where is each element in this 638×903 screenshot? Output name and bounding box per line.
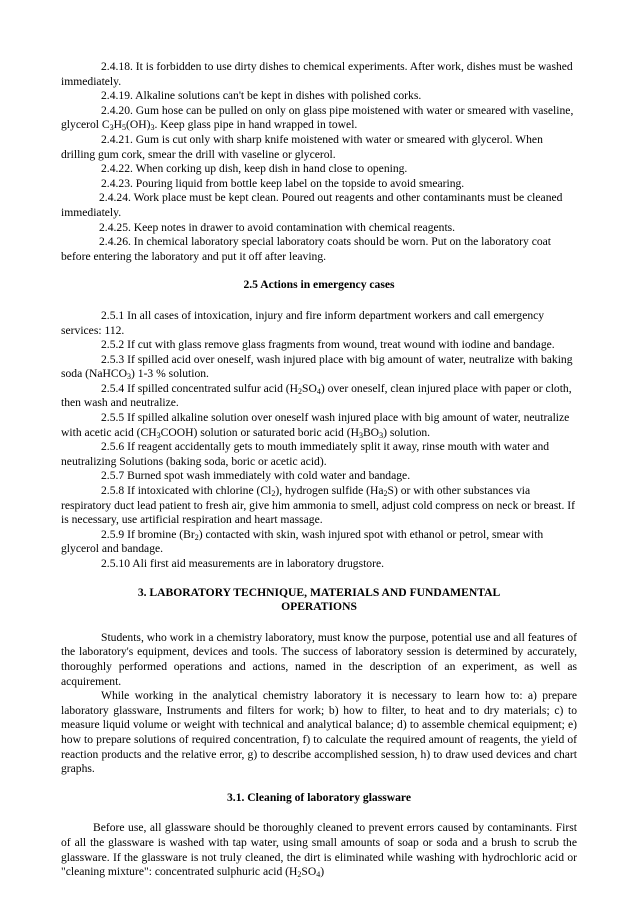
paragraph-2-4-19: 2.4.19. Alkaline solutions can't be kept in dishes with polished corks. bbox=[101, 89, 422, 103]
paragraph-2-5-1: 2.5.1 In all cases of intoxication, injury and fire inform department workers and call emergency services: 112. bbox=[61, 308, 545, 337]
heading-3-1: 3.1. Cleaning of laboratory glassware bbox=[227, 790, 411, 804]
paragraph-3-intro: Students, who work in a chemistry laboratory, must know the purpose, potential use and all features of the laboratory's equipment, devices and tools. The success of laboratory session is determined by accurately, thoroughly performed operations and actions, named in the description of an experiment, as well as acquirement. bbox=[61, 630, 577, 688]
paragraph-3-1-cleaning: Before use, all glassware should be thoroughly cleaned to prevent errors caused by contaminants. First of all the glassware is washed with tap water, using small amounts of soap or soda and a brush to scrub the glassware. If the glassware is not truly cleaned, the dirt is eliminated while washing with hydrochloric acid or "cleaning mixture": concentrated sulphuric acid $(H_2SO_4)$ bbox=[61, 821, 577, 880]
paragraph-2-4-18: 2.4.18. It is forbidden to use dirty dishes to chemical experiments. After work, dishes must be washed immediately. bbox=[61, 60, 573, 88]
paragraph-3-skills: While working in the analytical chemistry laboratory it is necessary to learn how to: a) prepare laboratory glassware, Instruments and filters for work; b) how to filter, to heat and to dry materials; c) to measure liquid volume or weight with technical and analytical balance; d) to assemble chemical equipment; e) how to prepare solutions of required concentration, f) to calculate the required amount of reagents, the yield of reaction products and the relative error, g) to describe accomplished session, h) to draw used devices and chart graphs. bbox=[61, 689, 577, 776]
paragraph-2-5-10: 2.5.10 Ali first aid measurements are in laboratory drugstore. bbox=[101, 557, 385, 570]
heading-3: 3. LABORATORY TECHNIQUE, MATERIALS AND FUNDAMENTAL OPERATIONS bbox=[137, 585, 501, 614]
paragraph-2-4-21: 2.4.21. Gum is cut only with sharp knife moistened with water or smeared with glycerol. When drilling gum cork, smear the drill with vaseline or glycerol. bbox=[61, 132, 543, 161]
paragraph-2-5-9: 2.5.9 If bromine $(Br_2)$ contacted with skin, wash injured spot with ethanol or petrol, smear with glycerol and bandage. bbox=[61, 527, 544, 556]
paragraph-2-4-24: 2.4.24. Work place must be kept clean. Poured out reagents and other contaminants must be cleaned immediately. bbox=[61, 191, 563, 219]
paragraph-2-5-4: 2.5.4 If spilled concentrated sulfur acid $(H_2SO_4)$ over oneself, clean injured place with paper or cloth, then wash and neutralize. bbox=[61, 381, 572, 410]
document-page bbox=[61, 60, 577, 880]
paragraph-2-5-8: 2.5.8 If intoxicated with chlorine $(Cl_2)$, hydrogen sulfide $(Ha_2S)$ or with other substances via respiratory duct lead patient to fresh air, give him ammonia to smell, adjust cold compress on neck or breast. If is necessary, use artificial respiration and heart massage. bbox=[61, 484, 576, 527]
paragraph-2-4-22: 2.4.22. When corking up dish, keep dish in hand close to opening. bbox=[101, 162, 408, 176]
paragraph-2-5-5: 2.5.5 If spilled alkaline solution over oneself wash injured place with big amount of water, neutralize with acetic acid $(CH_3COOH)$ solution or saturated boric acid $(H_3BO_3)$ solution. bbox=[61, 411, 570, 440]
paragraph-2-5-2: 2.5.2 If cut with glass remove glass fragments from wound, treat wound with iodine and bandage. bbox=[101, 338, 555, 352]
paragraph-2-4-25: 2.4.25. Keep notes in drawer to avoid contamination with chemical reagents. bbox=[99, 220, 456, 234]
paragraph-2-5-6: 2.5.6 If reagent accidentally gets to mouth immediately split it away, rinse mouth with water and neutralizing Solutions (baking soda, boric or acetic acid). bbox=[61, 440, 550, 468]
paragraph-2-4-23: 2.4.23. Pouring liquid from bottle keep label on the topside to avoid smearing. bbox=[101, 176, 465, 190]
heading-2-5: 2.5 Actions in emergency cases bbox=[243, 278, 395, 292]
paragraph-2-5-3: 2.5.3 If spilled acid over oneself, wash injured place with big amount of water, neutralize with baking soda (NaHCO$_3$) 1-3 % solution. bbox=[61, 352, 573, 382]
paragraph-2-4-20: 2.4.20. Gum hose can be pulled on only on glass pipe moistened with water or smeared with vaseline, glycerol $C_3H_5(OH)_3$. Keep glass pipe in hand wrapped in towel. bbox=[61, 103, 574, 133]
paragraph-2-4-26: 2.4.26. In chemical laboratory special laboratory coats should be worn. Put on the laboratory coat before entering the laboratory and put it off after leaving. bbox=[61, 235, 552, 263]
paragraph-2-5-7: 2.5.7 Burned spot wash immediately with cold water and bandage. bbox=[101, 469, 411, 483]
